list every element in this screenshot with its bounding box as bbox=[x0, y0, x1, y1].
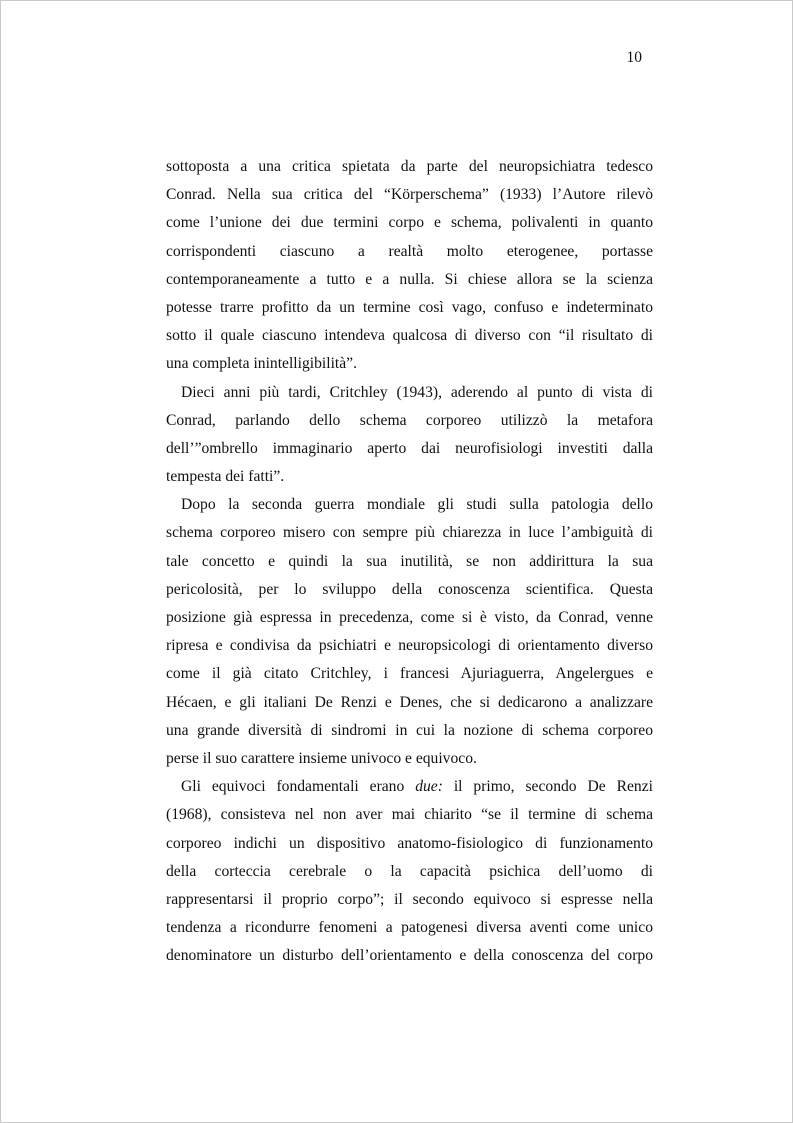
text-line: ripresa e condivisa da psichiatri e neuropsicologi di orientamento diverso bbox=[166, 637, 653, 655]
text-line: Conrad, parlando dello schema corporeo utilizzò la metafora bbox=[166, 411, 653, 429]
paragraph bbox=[166, 153, 653, 379]
text-line: (1968), consisteva nel non aver mai chiarito “se il termine di schema bbox=[166, 806, 653, 824]
text-line: come il già citato Critchley, i francesi Ajuriaguerra, Angelergues e bbox=[166, 665, 653, 683]
text-line: dell’”ombrello immaginario aperto dai neurofisiologi investiti dalla bbox=[166, 439, 653, 457]
text-line: corporeo indichi un dispositivo anatomo-fisiologico di funzionamento bbox=[166, 834, 653, 852]
text-line: schema corporeo misero con sempre più chiarezza in luce l’ambiguità di bbox=[166, 524, 653, 542]
text-line: posizione già espressa in precedenza, come si è visto, da Conrad, venne bbox=[166, 609, 653, 626]
text-line: rappresentarsi il proprio corpo”; il secondo equivoco si espresse nella bbox=[166, 890, 653, 908]
paragraph bbox=[166, 491, 653, 773]
text-line: della corteccia cerebrale o la capacità psichica dell’uomo di bbox=[166, 862, 653, 880]
text-line: una grande diversità di sindromi in cui la nozione di schema corporeo bbox=[166, 721, 653, 739]
paragraph bbox=[166, 379, 653, 492]
text-line: perse il suo carattere insieme univoco e equivoco. bbox=[166, 749, 477, 767]
text-line bbox=[166, 773, 653, 801]
text-line: sottoposta a una critica spietata da parte del neuropsichiatra tedesco bbox=[166, 158, 653, 175]
text-line: pericolosità, per lo sviluppo della conoscenza scientifica. Questa bbox=[166, 580, 653, 598]
text-line: corrispondenti ciascuno a realtà molto eterogenee, portasse bbox=[166, 242, 653, 260]
text-line: Hécaen, e gli italiani De Renzi e Denes, che si dedicarono a analizzare bbox=[166, 693, 653, 711]
text-line: una completa inintelligibilità”. bbox=[166, 355, 357, 373]
text-segment: il primo, secondo De Renzi bbox=[442, 778, 653, 796]
text-segment-italic: due: bbox=[415, 778, 443, 796]
text-line: tale concetto e quindi la sua inutilità, se non addirittura la sua bbox=[166, 552, 653, 570]
text-line: tendenza a ricondurre fenomeni a patogenesi diversa aventi come unico bbox=[166, 919, 653, 937]
text-line: contemporaneamente a tutto e a nulla. Si chiese allora se la scienza bbox=[166, 270, 653, 288]
text-line: Dopo la seconda guerra mondiale gli studi sulla patologia dello bbox=[181, 496, 653, 514]
text-segment: Gli equivoci fondamentali erano bbox=[181, 778, 416, 796]
paragraph bbox=[166, 773, 653, 970]
page-body bbox=[166, 153, 653, 970]
text-line: tempesta dei fatti”. bbox=[166, 468, 285, 486]
page-number: 10 bbox=[626, 49, 642, 66]
text-line: denominatore un disturbo dell’orientamento e della conoscenza del corpo bbox=[166, 947, 653, 965]
text-line: come l’unione dei due termini corpo e schema, polivalenti in quanto bbox=[166, 214, 653, 232]
text-line: Conrad. Nella sua critica del “Körperschema” (1933) l’Autore rilevò bbox=[166, 186, 653, 204]
text-line: sotto il quale ciascuno intendeva qualcosa di diverso con “il risultato di bbox=[166, 327, 653, 345]
text-line: potesse trarre profitto da un termine così vago, confuso e indeterminato bbox=[166, 298, 653, 316]
text-line: Dieci anni più tardi, Critchley (1943), aderendo al punto di vista di bbox=[181, 383, 653, 401]
